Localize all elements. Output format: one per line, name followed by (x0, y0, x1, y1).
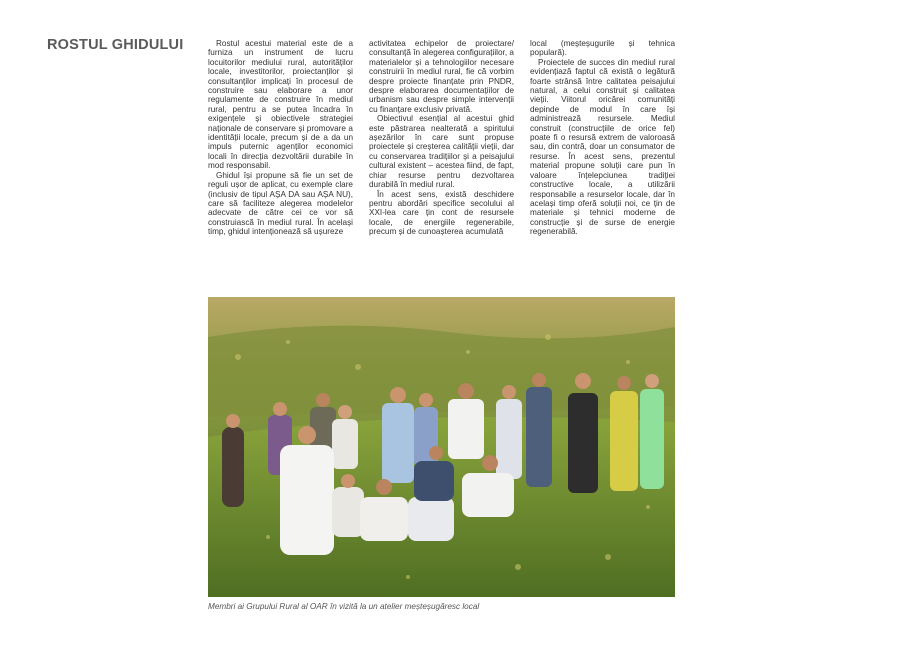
photo-caption: Membri ai Grupului Rural al OAR în vizită la un atelier meșteșugăresc local (208, 602, 480, 611)
text-column-3 (530, 39, 675, 237)
section-title: ROSTUL GHIDULUI (47, 37, 184, 53)
group-photo (208, 297, 675, 597)
text-column-1 (208, 39, 353, 237)
paragraph: local (meșteșugurile și tehnica populară). (530, 39, 675, 58)
paragraph: Proiectele de succes din mediul rural evidențiază faptul că există o legătură foarte strânsă între calitatea peisajului natural, a celui construit și calitatea vieții. Viitorul oricărei comunități depinde de modul în care își administrează resursele. Mediul construit (construcțiile de orice fel) poate fi o resursă extrem de valoroasă sau, din contră, doar un consumator de resurse. În acest sens, prezentul material propune soluții care pun în valoare înțelepciunea tradiției constructive locale, a utilizării responsabile a resurselor locale, dar în același timp oferă soluții noi, ce țin de materiale și tehnici moderne de construcție și de surse de energie regenerabilă. (530, 57, 675, 237)
paragraph: Obiectivul esențial al acestui ghid este păstrarea nealterată a spiritului așezărilor în care sunt propuse proiectele și creșterea calității vieții, dar cu conservarea tradițiilor și a peisajului cultural existent – acestea fiind, de fapt, chiar resurse pentru dezvoltarea durabilă în mediul rural. (369, 114, 514, 190)
paragraph: activitatea echipelor de proiectare/ consultanță în alegerea configurațiilor, a materialelor și a tehnologiilor necesare construirii în mediul rural, fie că vorbim despre proiecte finanțate prin PNDR, despre elaborarea documentațiilor de urbanism sau despre simple intervenții cu finanțare exclusiv privată. (369, 39, 514, 114)
paragraph: În acest sens, există deschidere pentru abordări specifice secolului al XXI-lea care țin cont de resursele locale, de energiile regenerabile, precum și de cunoașterea acumulată (369, 189, 514, 237)
meadow-group-image (208, 297, 675, 597)
paragraph: Rostul acestui material este de a furniza un instrument de lucru locuitorilor mediului rural, autorităților locale, investitorilor, proiectanților și consultanților implicați în procesul de construire sau elaborare a unor regulamente de construire în mediul rural, pentru a se putea încadra în exigențele și obiectivele strategiei naționale de conservare și promovare a identității locale, precum și de a da un impuls puternic agenților economici locali în direcția dezvoltării durabile în mod responsabil. (208, 39, 353, 171)
text-column-2 (369, 39, 514, 237)
paragraph: Ghidul își propune să fie un set de reguli ușor de aplicat, cu exemple clare (inclusiv de tipul AȘA DA sau AȘA NU), care să faciliteze alegerea modelelor adecvate de către cei ce vor să construiască în mediul rural. În același timp, ghidul intenționează să ușureze (208, 170, 353, 237)
